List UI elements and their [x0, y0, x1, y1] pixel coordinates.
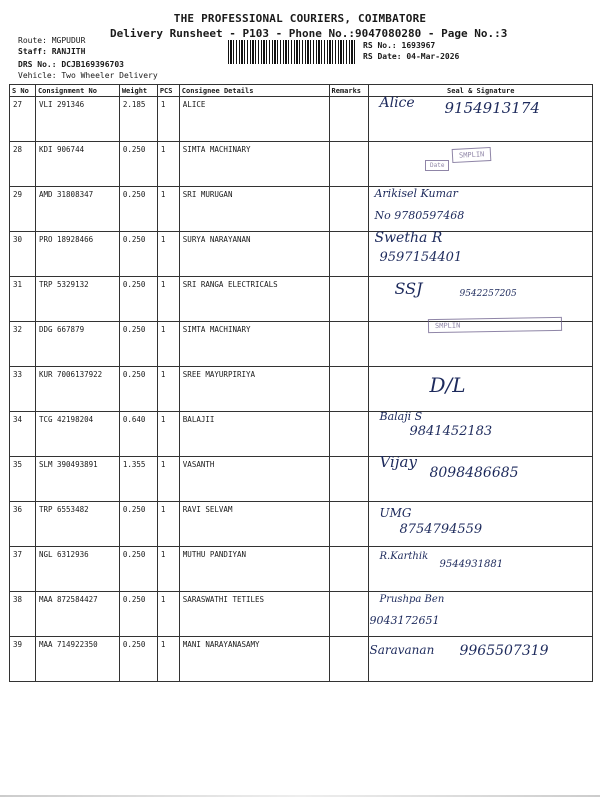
scan-edge — [0, 795, 600, 797]
handwritten-name: Alice — [379, 95, 415, 111]
row-consignee: SARASWATHI TETILES — [179, 592, 329, 637]
row-pcs: 1 — [157, 502, 179, 547]
row-weight: 0.250 — [119, 232, 157, 277]
row-remarks — [329, 502, 369, 547]
row-remarks — [329, 232, 369, 277]
staff-label: Staff: RANJITH — [18, 47, 86, 56]
row-pcs: 1 — [157, 97, 179, 142]
row-signature — [369, 277, 593, 322]
col-weight: Weight — [119, 85, 157, 97]
row-pcs: 1 — [157, 412, 179, 457]
handwritten-phone: 9154913174 — [444, 99, 540, 117]
handwritten-phone: 9965507319 — [459, 643, 549, 659]
row-remarks — [329, 97, 369, 142]
row-pcs: 1 — [157, 232, 179, 277]
col-sno: S No — [10, 85, 36, 97]
row-consignee: VASANTH — [179, 457, 329, 502]
table-row — [10, 142, 593, 187]
row-consignment-no: VLI 291346 — [35, 97, 119, 142]
drs-number: DRS No.: DCJB169396703 — [18, 60, 124, 69]
row-signature — [369, 502, 593, 547]
row-consignee: ALICE — [179, 97, 329, 142]
handwritten-name: D/L — [429, 373, 466, 397]
handwritten-name: SSJ — [394, 279, 423, 298]
handwritten-name: Balaji S — [379, 410, 423, 423]
row-consignee: SREE MAYURPIRIYA — [179, 367, 329, 412]
row-consignment-no: SLM 390493891 — [35, 457, 119, 502]
table-row — [10, 412, 593, 457]
row-remarks — [329, 187, 369, 232]
row-consignment-no: TRP 6553482 — [35, 502, 119, 547]
runsheet-subtitle: Delivery Runsheet - P103 - Phone No.:9047080280 - Page No.:3 — [110, 27, 508, 40]
row-signature — [369, 637, 593, 682]
row-consignee: SURYA NARAYANAN — [179, 232, 329, 277]
table-row — [10, 547, 593, 592]
row-sno: 38 — [10, 592, 36, 637]
row-weight: 1.355 — [119, 457, 157, 502]
row-sno: 37 — [10, 547, 36, 592]
table-row — [10, 637, 593, 682]
rs-number: RS No.: 1693967 — [363, 41, 436, 50]
row-signature — [369, 367, 593, 412]
handwritten-phone: 8098486685 — [429, 465, 519, 481]
row-consignment-no: MAA 714922350 — [35, 637, 119, 682]
route-label: Route: MGPUDUR — [18, 36, 86, 45]
row-sno: 31 — [10, 277, 36, 322]
col-consignment: Consignment No — [35, 85, 119, 97]
table-row — [10, 457, 593, 502]
table-row — [10, 367, 593, 412]
handwritten-name: Arikisel Kumar — [374, 187, 458, 200]
row-signature — [369, 412, 593, 457]
row-sno: 35 — [10, 457, 36, 502]
col-pcs: PCS — [157, 85, 179, 97]
row-weight: 0.250 — [119, 142, 157, 187]
row-signature — [369, 97, 593, 142]
handwritten-name: Vijay — [379, 453, 417, 471]
row-pcs: 1 — [157, 367, 179, 412]
row-signature — [369, 187, 593, 232]
row-consignee: BALAJII — [179, 412, 329, 457]
handwritten-phone: 8754794559 — [399, 522, 483, 537]
row-remarks — [329, 277, 369, 322]
row-remarks — [329, 457, 369, 502]
rs-date: RS Date: 04-Mar-2026 — [363, 52, 460, 61]
row-weight: 2.185 — [119, 97, 157, 142]
row-pcs: 1 — [157, 187, 179, 232]
row-consignment-no: PRO 18928466 — [35, 232, 119, 277]
row-remarks — [329, 322, 369, 367]
barcode — [228, 40, 356, 64]
row-sno: 28 — [10, 142, 36, 187]
handwritten-phone: 9597154401 — [379, 250, 463, 265]
row-weight: 0.250 — [119, 502, 157, 547]
row-weight: 0.250 — [119, 592, 157, 637]
handwritten-name: Prushpa Ben — [379, 594, 445, 605]
row-consignee: SIMTA MACHINARY — [179, 142, 329, 187]
row-pcs: 1 — [157, 592, 179, 637]
col-remarks: Remarks — [329, 85, 369, 97]
row-sno: 36 — [10, 502, 36, 547]
row-consignment-no: TRP 5329132 — [35, 277, 119, 322]
handwritten-name: Saravanan — [369, 643, 435, 657]
row-consignee: SRI MURUGAN — [179, 187, 329, 232]
row-pcs: 1 — [157, 547, 179, 592]
row-remarks — [329, 142, 369, 187]
handwritten-phone: 9043172651 — [369, 614, 440, 627]
handwritten-phone: 9542257205 — [459, 289, 517, 299]
table-row — [10, 592, 593, 637]
table-row — [10, 277, 593, 322]
row-remarks — [329, 367, 369, 412]
row-weight: 0.250 — [119, 637, 157, 682]
row-signature — [369, 232, 593, 277]
table-row — [10, 502, 593, 547]
row-sno: 33 — [10, 367, 36, 412]
row-sno: 30 — [10, 232, 36, 277]
row-consignment-no: AMD 31808347 — [35, 187, 119, 232]
handwritten-name: Swetha R — [374, 230, 443, 246]
row-consignment-no: KUR 7006137922 — [35, 367, 119, 412]
row-sno: 32 — [10, 322, 36, 367]
row-consignment-no: DDG 667879 — [35, 322, 119, 367]
table-row — [10, 232, 593, 277]
handwritten-name: R.Karthik — [379, 551, 429, 562]
runsheet-table — [9, 84, 593, 682]
row-weight: 0.250 — [119, 187, 157, 232]
row-pcs: 1 — [157, 142, 179, 187]
col-signature: Seal & Signature — [369, 85, 593, 97]
row-sno: 39 — [10, 637, 36, 682]
smplin-stamp: SMPLIN — [428, 317, 562, 333]
row-consignment-no: MAA 872584427 — [35, 592, 119, 637]
document-title: THE PROFESSIONAL COURIERS, COIMBATORE — [173, 12, 427, 25]
row-sno: 34 — [10, 412, 36, 457]
date-stamp: Date — [425, 160, 449, 171]
table-row — [10, 97, 593, 142]
row-signature — [369, 453, 593, 502]
handwritten-phone: 9544931881 — [439, 559, 504, 570]
row-signature — [369, 547, 593, 592]
row-weight: 0.250 — [119, 547, 157, 592]
row-consignment-no: TCG 42198204 — [35, 412, 119, 457]
row-pcs: 1 — [157, 457, 179, 502]
handwritten-phone: No 9780597468 — [374, 209, 465, 222]
row-pcs: 1 — [157, 637, 179, 682]
row-weight: 0.250 — [119, 367, 157, 412]
row-remarks — [329, 547, 369, 592]
row-remarks — [329, 412, 369, 457]
vehicle-label: Vehicle: Two Wheeler Delivery — [18, 71, 158, 80]
table-header-row — [10, 85, 593, 97]
row-weight: 0.640 — [119, 412, 157, 457]
row-sno: 29 — [10, 187, 36, 232]
row-pcs: 1 — [157, 277, 179, 322]
row-signature — [369, 592, 593, 637]
row-consignee: MUTHU PANDIYAN — [179, 547, 329, 592]
row-remarks — [329, 592, 369, 637]
handwritten-phone: 9841452183 — [409, 424, 493, 439]
row-weight: 0.250 — [119, 322, 157, 367]
row-consignment-no: KDI 906744 — [35, 142, 119, 187]
row-pcs: 1 — [157, 322, 179, 367]
table-row — [10, 187, 593, 232]
row-consignee: RAVI SELVAM — [179, 502, 329, 547]
row-consignee: MANI NARAYANASAMY — [179, 637, 329, 682]
row-sno: 27 — [10, 97, 36, 142]
handwritten-name: UMG — [379, 506, 412, 520]
row-consignee: SIMTA MACHINARY — [179, 322, 329, 367]
row-weight: 0.250 — [119, 277, 157, 322]
row-consignment-no: NGL 6312936 — [35, 547, 119, 592]
row-remarks — [329, 637, 369, 682]
row-consignee: SRI RANGA ELECTRICALS — [179, 277, 329, 322]
smplin-stamp: SMPLIN — [452, 147, 492, 163]
col-consignee: Consignee Details — [179, 85, 329, 97]
